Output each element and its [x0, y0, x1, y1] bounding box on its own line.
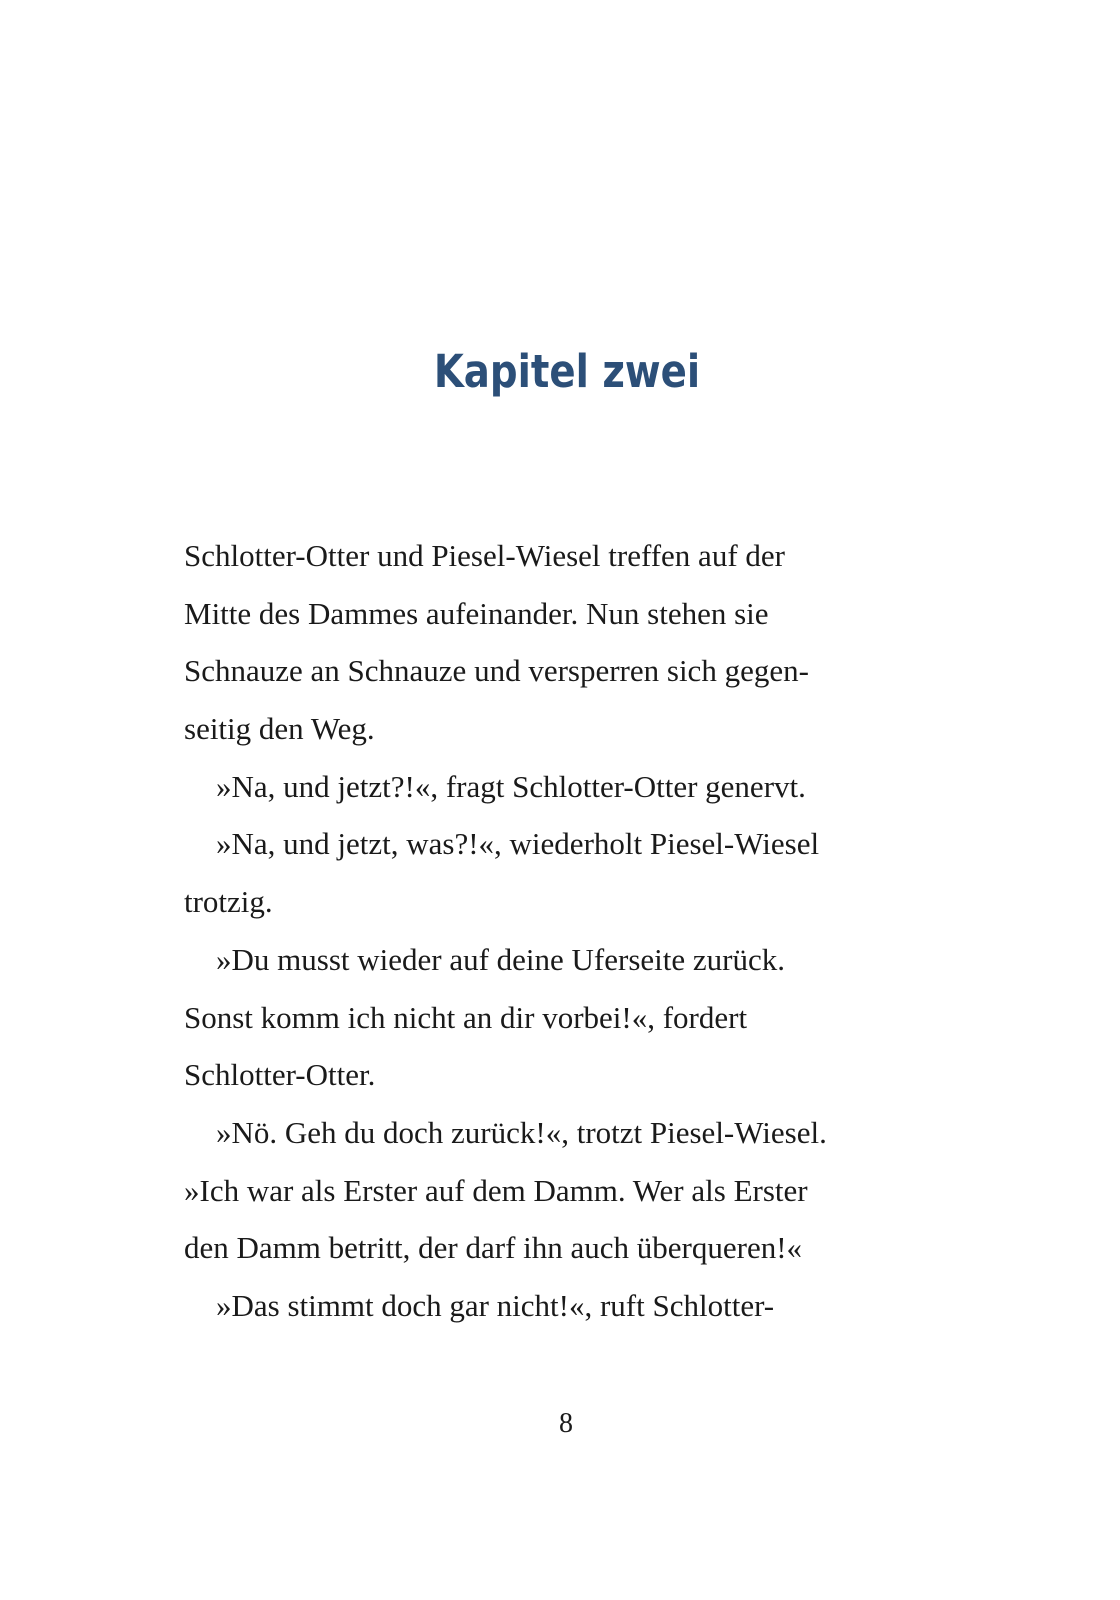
- chapter-title: Kapitel zwei: [433, 345, 701, 398]
- text-line: »Ich war als Erster auf dem Damm. Wer als Erster: [184, 1172, 808, 1208]
- text-line: »Das stimmt doch gar nicht!«, ruft Schlotter-: [216, 1287, 775, 1323]
- text-line: Sonst komm ich nicht an dir vorbei!«, fordert: [184, 999, 748, 1035]
- text-line: »Nö. Geh du doch zurück!«, trotzt Piesel-Wiesel.: [216, 1114, 827, 1150]
- text-line: »Du musst wieder auf deine Uferseite zurück.: [216, 941, 785, 977]
- text-line: Mitte des Dammes aufeinander. Nun stehen sie: [184, 595, 769, 631]
- text-line: Schlotter-Otter.: [184, 1057, 376, 1093]
- text-line: den Damm betritt, der darf ihn auch überqueren!«: [184, 1230, 803, 1266]
- text-line: »Na, und jetzt, was?!«, wiederholt Piesel-Wiesel: [216, 826, 820, 862]
- text-line: trotzig.: [184, 884, 273, 920]
- page-number: 8: [559, 1408, 573, 1439]
- text-line: Schnauze an Schnauze und versperren sich gegen-: [184, 653, 809, 689]
- text-line: Schlotter-Otter und Piesel-Wiesel treffen auf der: [184, 538, 785, 573]
- text-line: »Na, und jetzt?!«, fragt Schlotter-Otter genervt.: [216, 768, 806, 804]
- chapter-body: [184, 536, 964, 1344]
- text-line: seitig den Weg.: [184, 711, 375, 747]
